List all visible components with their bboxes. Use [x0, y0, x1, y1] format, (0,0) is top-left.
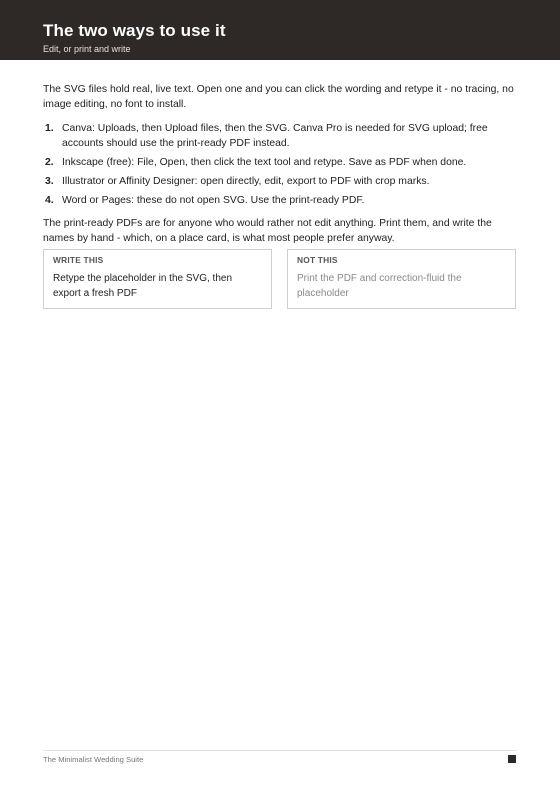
write-this-label: WRITE THIS — [53, 255, 104, 265]
footer-divider — [43, 750, 517, 751]
write-this-text: Retype the placeholder in the SVG, then export a fresh PDF — [53, 273, 233, 299]
not-this-label: NOT THIS — [297, 255, 338, 265]
list-item — [43, 121, 517, 151]
intro-paragraph: The SVG files hold real, live text. Open one and you can click the wording and retype it - no tracing, no image editing, no font to install. — [43, 84, 514, 110]
footer-title: The Minimalist Wedding Suite — [43, 755, 144, 764]
not-this-text: Print the PDF and correction-fluid the placeholder — [297, 273, 462, 299]
step-number: 1. — [45, 123, 54, 134]
step-text: Inkscape (free): File, Open, then click the text tool and retype. Save as PDF when done. — [62, 157, 467, 168]
footer-square-icon — [508, 755, 516, 763]
page-content — [43, 82, 517, 246]
write-this-box — [43, 249, 272, 309]
list-item — [43, 155, 517, 170]
step-text: Illustrator or Affinity Designer: open directly, edit, export to PDF with crop marks. — [62, 176, 430, 187]
step-text: Word or Pages: these do not open SVG. Use the print-ready PDF. — [62, 195, 365, 206]
page-subtitle: Edit, or print and write — [43, 44, 131, 54]
not-this-box — [287, 249, 516, 309]
closing-paragraph: The print-ready PDFs are for anyone who would rather not edit anything. Print them, and write the names by hand - which, on a place card, is what most people prefer anyway. — [43, 218, 492, 244]
page-header — [0, 0, 560, 60]
comparison-boxes — [43, 249, 517, 309]
list-item — [43, 174, 517, 189]
step-number: 3. — [45, 176, 54, 187]
step-number: 2. — [45, 157, 54, 168]
steps-list — [43, 121, 517, 208]
list-item — [43, 193, 517, 208]
page-title: The two ways to use it — [43, 21, 226, 40]
step-text: Canva: Uploads, then Upload files, then the SVG. Canva Pro is needed for SVG upload; free accounts should use the print-ready PDF instead. — [62, 123, 488, 149]
step-number: 4. — [45, 195, 54, 206]
